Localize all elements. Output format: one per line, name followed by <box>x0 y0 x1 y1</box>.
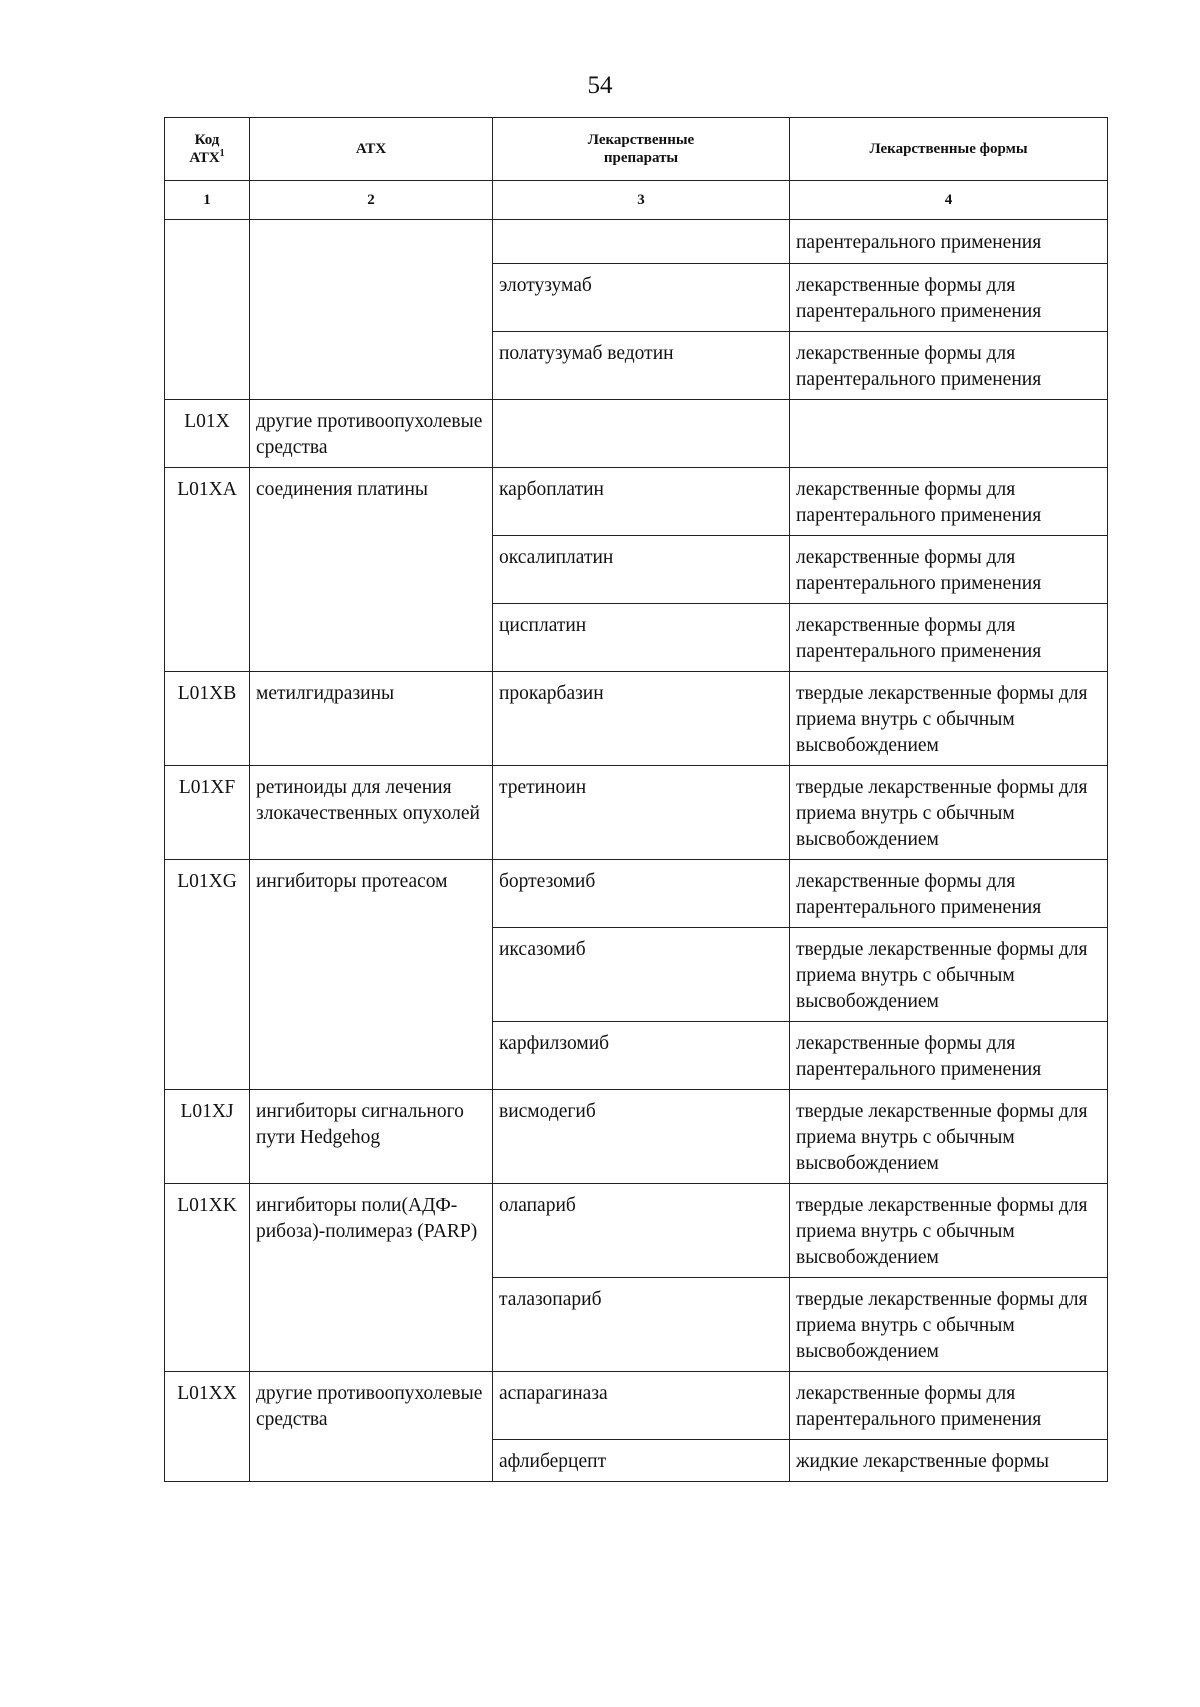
dosage-form-cell: лекарственные формы для парентерального применения <box>790 1372 1108 1440</box>
dosage-form-cell: твердые лекарственные формы для приема внутрь с обычным высвобождением <box>790 1184 1108 1278</box>
atx-code-cell: L01X <box>165 400 250 468</box>
header-drugs-line2: препараты <box>603 150 679 166</box>
header-atx-code-line1: Код <box>194 132 220 148</box>
drug-cell: олапариб <box>493 1184 790 1278</box>
header-drugs <box>493 118 790 181</box>
dosage-form-cell: твердые лекарственные формы для приема внутрь с обычным высвобождением <box>790 672 1108 766</box>
page-number: 54 <box>587 72 613 99</box>
column-number: 2 <box>250 181 493 220</box>
table-row <box>165 672 1108 766</box>
drug-cell: карфилзомиб <box>493 1022 790 1090</box>
atx-name-cell: ретиноиды для лечения злокачественных опухолей <box>250 766 493 860</box>
table-row <box>165 860 1108 928</box>
table-row <box>165 1372 1108 1440</box>
header-atx-code <box>165 118 250 181</box>
dosage-form-cell: лекарственные формы для парентерального применения <box>790 1022 1108 1090</box>
drug-cell: висмодегиб <box>493 1090 790 1184</box>
drug-cell: иксазомиб <box>493 928 790 1022</box>
atx-code-cell <box>165 220 250 400</box>
drug-cell: оксалиплатин <box>493 536 790 604</box>
drug-cell <box>493 220 790 264</box>
dosage-form-cell: твердые лекарственные формы для приема внутрь с обычным высвобождением <box>790 766 1108 860</box>
drug-cell: аспарагиназа <box>493 1372 790 1440</box>
atx-name-cell: ингибиторы поли(АДФ-рибоза)-полимераз (PARP) <box>250 1184 493 1372</box>
atx-name-cell: ингибиторы сигнального пути Hedgehog <box>250 1090 493 1184</box>
column-number: 1 <box>165 181 250 220</box>
dosage-form-cell: лекарственные формы для парентерального применения <box>790 604 1108 672</box>
dosage-form-cell <box>790 400 1108 468</box>
dosage-form-cell: лекарственные формы для парентерального применения <box>790 860 1108 928</box>
atx-code-cell: L01XA <box>165 468 250 672</box>
dosage-form-cell: парентерального применения <box>790 220 1108 264</box>
table-header-row <box>165 118 1108 181</box>
atx-code-cell: L01XF <box>165 766 250 860</box>
atx-name-cell: другие противоопухолевые средства <box>250 400 493 468</box>
table-row <box>165 1184 1108 1278</box>
drug-cell: карбоплатин <box>493 468 790 536</box>
drug-cell: бортезомиб <box>493 860 790 928</box>
dosage-form-cell: жидкие лекарственные формы <box>790 1440 1108 1482</box>
atx-code-cell: L01XG <box>165 860 250 1090</box>
drug-cell: талазопариб <box>493 1278 790 1372</box>
drug-cell <box>493 400 790 468</box>
atx-name-cell <box>250 220 493 400</box>
dosage-form-cell: лекарственные формы для парентерального применения <box>790 468 1108 536</box>
atx-name-cell: другие противоопухолевые средства <box>250 1372 493 1482</box>
column-number-row <box>165 181 1108 220</box>
header-footnote-mark: 1 <box>219 148 225 159</box>
atx-code-cell: L01XK <box>165 1184 250 1372</box>
atx-name-cell: метилгидразины <box>250 672 493 766</box>
dosage-form-cell: твердые лекарственные формы для приема внутрь с обычным высвобождением <box>790 928 1108 1022</box>
dosage-form-cell: твердые лекарственные формы для приема внутрь с обычным высвобождением <box>790 1090 1108 1184</box>
drug-cell: элотузумаб <box>493 264 790 332</box>
header-atx: АТХ <box>250 118 493 181</box>
drug-cell: прокарбазин <box>493 672 790 766</box>
atx-name-cell: соединения платины <box>250 468 493 672</box>
table-row <box>165 1090 1108 1184</box>
dosage-form-cell: лекарственные формы для парентерального применения <box>790 264 1108 332</box>
table-row <box>165 400 1108 468</box>
dosage-form-cell: лекарственные формы для парентерального применения <box>790 332 1108 400</box>
table-row <box>165 468 1108 536</box>
atx-name-cell: ингибиторы протеасом <box>250 860 493 1090</box>
atx-code-cell: L01XX <box>165 1372 250 1482</box>
atx-code-cell: L01XJ <box>165 1090 250 1184</box>
column-number: 4 <box>790 181 1108 220</box>
table-row <box>165 766 1108 860</box>
drug-cell: афлиберцепт <box>493 1440 790 1482</box>
column-number: 3 <box>493 181 790 220</box>
drug-cell: цисплатин <box>493 604 790 672</box>
atx-code-cell: L01XB <box>165 672 250 766</box>
dosage-form-cell: лекарственные формы для парентерального применения <box>790 536 1108 604</box>
atc-drug-table <box>164 117 1108 1482</box>
drug-cell: третиноин <box>493 766 790 860</box>
header-drugs-line1: Лекарственные <box>587 132 695 148</box>
drug-cell: полатузумаб ведотин <box>493 332 790 400</box>
table-row <box>165 220 1108 264</box>
header-dosage-forms: Лекарственные формы <box>790 118 1108 181</box>
header-atx-code-line2: АТХ <box>189 150 220 166</box>
dosage-form-cell: твердые лекарственные формы для приема внутрь с обычным высвобождением <box>790 1278 1108 1372</box>
